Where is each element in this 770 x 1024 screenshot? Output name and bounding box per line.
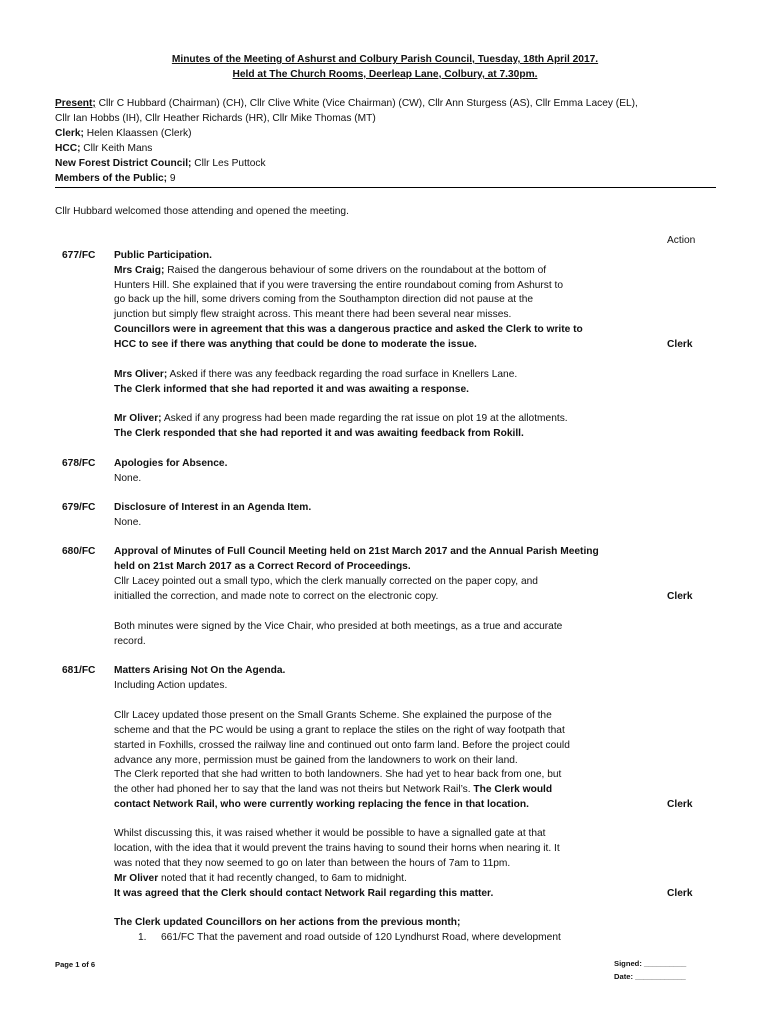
item-681-p1-line3: started in Foxhills, crossed the railway line and continued out onto farm land. Before the project could: [114, 740, 570, 751]
nfdc-value: Cllr Les Puttock: [191, 158, 266, 169]
speaker-text: Asked if any progress had been made regarding the rat issue on plot 19 at the allotments.: [161, 413, 568, 424]
item-681-p1-line7: contact Network Rail, who were currently working replacing the fence in that location.: [114, 799, 529, 810]
action-owner: Clerk: [667, 888, 693, 899]
item-681-p1-line2: scheme and that the PC would be using a grant to replace the stiles on the right of way footpath that: [114, 725, 565, 736]
hcc-line: [55, 143, 152, 154]
item-680-line2: initialled the correction, and made note to correct on the electronic copy.: [114, 591, 439, 602]
nfdc-label: New Forest District Council;: [55, 158, 192, 169]
speaker-name: Mrs Oliver;: [114, 369, 168, 380]
action-column-header: Action: [667, 235, 696, 246]
clerk-label: Clerk;: [55, 128, 84, 139]
oliver-query-1: [114, 369, 517, 380]
item-680-line1: Cllr Lacey pointed out a small typo, which the clerk manually corrected on the paper copy, and: [114, 576, 538, 587]
hcc-value: Cllr Keith Mans: [80, 143, 153, 154]
item-number-677: 677/FC: [62, 250, 96, 261]
item-number-681: 681/FC: [62, 665, 96, 676]
nfdc-line: [55, 158, 266, 169]
action-owner: Clerk: [667, 799, 693, 810]
oliver-response-2: The Clerk responded that she had reported it and was awaiting feedback from Rokill.: [114, 428, 524, 439]
craig-line-4: junction but simply flew straight across. This meant there had been several near misses.: [114, 309, 512, 320]
oliver-response-1: The Clerk informed that she had reported it and was awaiting a response.: [114, 384, 469, 395]
item-body-678: None.: [114, 473, 142, 484]
item-681-p1-line4: advance any more, permission must be gained from the landowners to work on their land.: [114, 755, 518, 766]
item-681-p2-line4: [114, 873, 407, 884]
craig-line-3: go back up the hill, some drivers coming from the Southampton direction did not pause at the: [114, 294, 534, 305]
craig-line-2: Hunters Hill. She explained that if you were traversing the entire roundabout coming from Ashurst to: [114, 280, 564, 291]
speaker-name: Mr Oliver;: [114, 413, 162, 424]
action-owner: Clerk: [667, 591, 693, 602]
oliver-query-2: [114, 413, 568, 424]
item-number-679: 679/FC: [62, 502, 96, 513]
item-681-p1-line6-bold: The Clerk would: [473, 784, 553, 795]
public-label: Members of the Public;: [55, 173, 168, 184]
clerk-value: Helen Klaassen (Clerk): [83, 128, 192, 139]
item-681-p1-line6: [114, 784, 552, 795]
document-title-line2: Held at The Church Rooms, Deerleap Lane, Colbury, at 7.30pm.: [232, 69, 538, 80]
item-681-p1-line1: Cllr Lacey updated those present on the Small Grants Scheme. She explained the purpose of the: [114, 710, 552, 721]
public-line: [55, 173, 176, 184]
list-item-text: 661/FC That the pavement and road outside of 120 Lyndhurst Road, where development: [161, 932, 561, 943]
item-heading-677: Public Participation.: [114, 250, 212, 261]
item-681-p2-line3: was noted that they now seemed to go on later than between the hours of 7am to 11pm.: [114, 858, 511, 869]
item-heading-680-line2: held on 21st March 2017 as a Correct Record of Proceedings.: [114, 561, 411, 572]
clerk-line: [55, 128, 191, 139]
present-list-2: Cllr Ian Hobbs (IH), Cllr Heather Richards (HR), Cllr Mike Thomas (MT): [55, 113, 376, 124]
item-681-p1-line6-text: the other had phoned her to say that the land was not theirs but Network Rail’s.: [114, 784, 474, 795]
item-681-p2-line5: It was agreed that the Clerk should contact Network Rail regarding this matter.: [114, 888, 494, 899]
speaker-text: Asked if there was any feedback regarding the road surface in Knellers Lane.: [167, 369, 518, 380]
item-heading-680-line1: Approval of Minutes of Full Council Meeting held on 21st March 2017 and the Annual Parish Meeting: [114, 546, 599, 557]
item-681-p3-heading: The Clerk updated Councillors on her actions from the previous month;: [114, 917, 461, 928]
present-label: Present;: [55, 98, 96, 109]
item-number-678: 678/FC: [62, 458, 96, 469]
welcome-text: Cllr Hubbard welcomed those attending and opened the meeting.: [55, 206, 349, 217]
item-681-p2-line2: location, with the idea that it would prevent the trains having to sound their horns when nearing it. It: [114, 843, 560, 854]
present-list-1: Cllr C Hubbard (Chairman) (CH), Cllr Clive White (Vice Chairman) (CW), Cllr Ann Sturgess (AS), Cllr Emma Lacey (EL),: [95, 98, 638, 109]
signature-line: Signed: __________: [614, 959, 687, 968]
action-owner: Clerk: [667, 339, 693, 350]
public-value: 9: [167, 173, 176, 184]
speaker-name: Mr Oliver: [114, 873, 159, 884]
header-divider: [55, 187, 716, 188]
item-number-680: 680/FC: [62, 546, 96, 557]
item-681-p1-line5: The Clerk reported that she had written to both landowners. She had yet to hear back from one, but: [114, 769, 562, 780]
item-680-line3: Both minutes were signed by the Vice Chair, who presided at both meetings, as a true and accurate: [114, 621, 563, 632]
item-681-p2-line1: Whilst discussing this, it was raised whether it would be possible to have a signalled gate at that: [114, 828, 546, 839]
craig-resolution-2: HCC to see if there was anything that could be done to moderate the issue.: [114, 339, 477, 350]
present-line: [55, 98, 638, 109]
item-heading-679: Disclosure of Interest in an Agenda Item.: [114, 502, 312, 513]
page-number: Page 1 of 6: [55, 960, 96, 969]
item-heading-678: Apologies for Absence.: [114, 458, 228, 469]
list-item-number: 1.: [138, 932, 147, 943]
date-line: Date: ____________: [614, 972, 686, 981]
hcc-label: HCC;: [55, 143, 81, 154]
speaker-name: Mrs Craig;: [114, 265, 165, 276]
document-title-line1: Minutes of the Meeting of Ashurst and Colbury Parish Council, Tuesday, 18th April 2017.: [171, 54, 599, 65]
item-681-subheading: Including Action updates.: [114, 680, 228, 691]
craig-line-1: [114, 265, 546, 276]
item-body-679: None.: [114, 517, 142, 528]
item-680-line4: record.: [114, 636, 146, 647]
item-heading-681: Matters Arising Not On the Agenda.: [114, 665, 286, 676]
craig-resolution-1: Councillors were in agreement that this was a dangerous practice and asked the Clerk to write to: [114, 324, 583, 335]
speaker-text: Raised the dangerous behaviour of some drivers on the roundabout at the bottom of: [164, 265, 547, 276]
speaker-text: noted that it had recently changed, to 6am to midnight.: [158, 873, 407, 884]
